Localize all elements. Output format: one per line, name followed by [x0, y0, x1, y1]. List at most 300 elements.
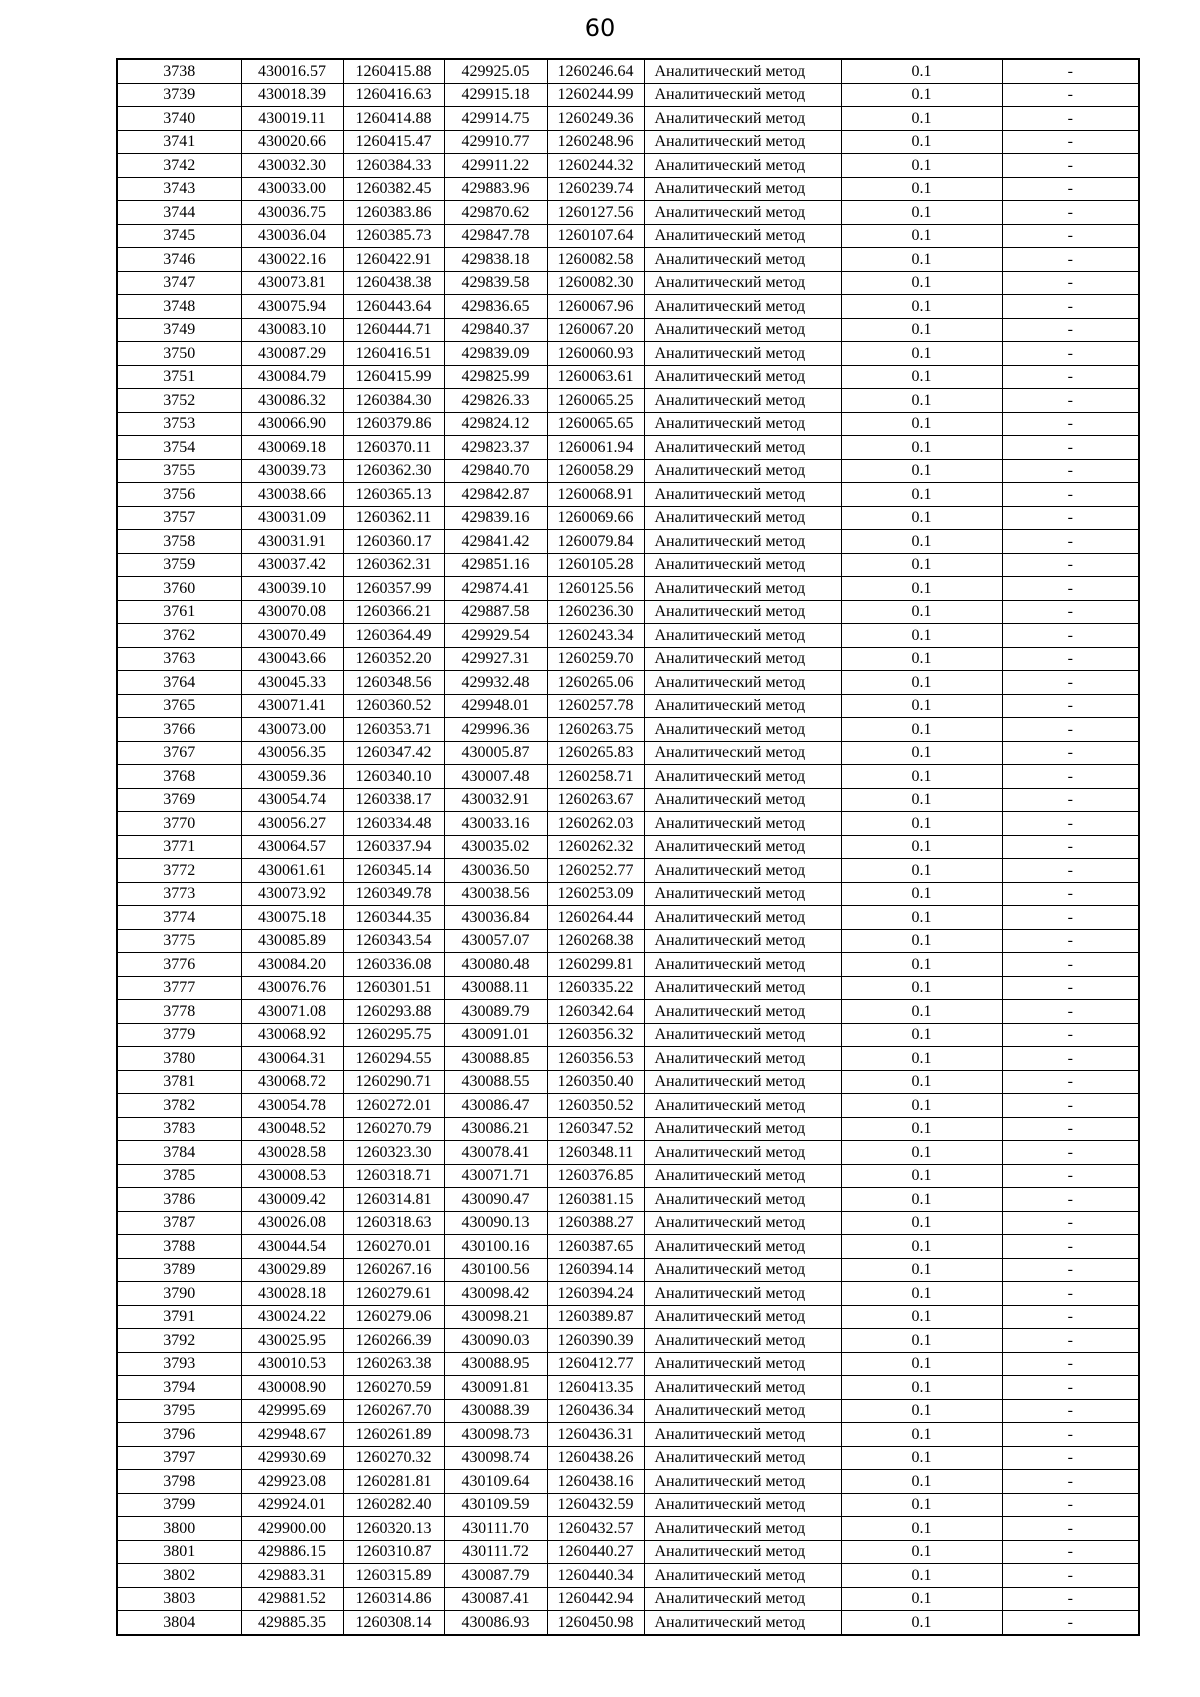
cell-accuracy: 0.1	[841, 741, 1002, 765]
table-row	[117, 318, 1139, 342]
cell-y1-coordinate: 1260261.89	[343, 1423, 444, 1447]
table-row	[117, 177, 1139, 201]
cell-note: -	[1002, 248, 1139, 272]
cell-note: -	[1002, 600, 1139, 624]
cell-y1-coordinate: 1260443.64	[343, 295, 444, 319]
cell-y1-coordinate: 1260270.79	[343, 1117, 444, 1141]
cell-y2-coordinate: 1260436.31	[547, 1423, 644, 1447]
cell-point-number: 3746	[117, 248, 241, 272]
cell-note: -	[1002, 154, 1139, 178]
cell-x2-coordinate: 429841.42	[444, 530, 547, 554]
cell-y2-coordinate: 1260082.30	[547, 271, 644, 295]
cell-y1-coordinate: 1260334.48	[343, 812, 444, 836]
cell-y2-coordinate: 1260060.93	[547, 342, 644, 366]
cell-accuracy: 0.1	[841, 647, 1002, 671]
cell-x2-coordinate: 429840.37	[444, 318, 547, 342]
cell-point-number: 3797	[117, 1446, 241, 1470]
cell-y1-coordinate: 1260362.31	[343, 553, 444, 577]
cell-x1-coordinate: 430043.66	[241, 647, 343, 671]
cell-point-number: 3742	[117, 154, 241, 178]
cell-y2-coordinate: 1260258.71	[547, 765, 644, 789]
cell-point-number: 3761	[117, 600, 241, 624]
cell-y2-coordinate: 1260105.28	[547, 553, 644, 577]
cell-y2-coordinate: 1260347.52	[547, 1117, 644, 1141]
cell-y2-coordinate: 1260412.77	[547, 1352, 644, 1376]
cell-y2-coordinate: 1260265.06	[547, 671, 644, 695]
cell-y2-coordinate: 1260262.32	[547, 835, 644, 859]
cell-note: -	[1002, 1282, 1139, 1306]
cell-note: -	[1002, 1329, 1139, 1353]
table-row	[117, 459, 1139, 483]
page-number: 60	[584, 14, 616, 42]
cell-y2-coordinate: 1260065.25	[547, 389, 644, 413]
cell-y1-coordinate: 1260357.99	[343, 577, 444, 601]
cell-x2-coordinate: 430088.95	[444, 1352, 547, 1376]
table-row	[117, 342, 1139, 366]
table-row	[117, 1517, 1139, 1541]
table-row	[117, 1141, 1139, 1165]
cell-x1-coordinate: 430009.42	[241, 1188, 343, 1212]
cell-note: -	[1002, 271, 1139, 295]
table-row	[117, 83, 1139, 107]
table-row	[117, 1470, 1139, 1494]
cell-method: Аналитический метод	[644, 624, 841, 648]
cell-x1-coordinate: 430054.74	[241, 788, 343, 812]
cell-accuracy: 0.1	[841, 483, 1002, 507]
cell-note: -	[1002, 459, 1139, 483]
cell-y1-coordinate: 1260279.61	[343, 1282, 444, 1306]
cell-point-number: 3755	[117, 459, 241, 483]
table-row	[117, 1587, 1139, 1611]
cell-accuracy: 0.1	[841, 436, 1002, 460]
cell-note: -	[1002, 835, 1139, 859]
cell-y1-coordinate: 1260349.78	[343, 882, 444, 906]
cell-point-number: 3769	[117, 788, 241, 812]
cell-accuracy: 0.1	[841, 248, 1002, 272]
cell-accuracy: 0.1	[841, 882, 1002, 906]
cell-accuracy: 0.1	[841, 906, 1002, 930]
cell-y1-coordinate: 1260360.52	[343, 694, 444, 718]
table-row	[117, 577, 1139, 601]
cell-point-number: 3787	[117, 1211, 241, 1235]
cell-x2-coordinate: 430086.21	[444, 1117, 547, 1141]
cell-x2-coordinate: 429887.58	[444, 600, 547, 624]
cell-y1-coordinate: 1260272.01	[343, 1094, 444, 1118]
cell-y1-coordinate: 1260416.51	[343, 342, 444, 366]
cell-y1-coordinate: 1260384.30	[343, 389, 444, 413]
cell-y1-coordinate: 1260270.01	[343, 1235, 444, 1259]
cell-note: -	[1002, 1047, 1139, 1071]
cell-accuracy: 0.1	[841, 953, 1002, 977]
cell-y1-coordinate: 1260320.13	[343, 1517, 444, 1541]
table-row	[117, 1446, 1139, 1470]
cell-point-number: 3772	[117, 859, 241, 883]
cell-note: -	[1002, 1540, 1139, 1564]
cell-y1-coordinate: 1260360.17	[343, 530, 444, 554]
cell-point-number: 3777	[117, 976, 241, 1000]
cell-x2-coordinate: 429851.16	[444, 553, 547, 577]
cell-x1-coordinate: 430016.57	[241, 59, 343, 83]
cell-y2-coordinate: 1260440.34	[547, 1564, 644, 1588]
cell-x2-coordinate: 429883.96	[444, 177, 547, 201]
cell-method: Аналитический метод	[644, 1564, 841, 1588]
cell-y2-coordinate: 1260265.83	[547, 741, 644, 765]
cell-point-number: 3776	[117, 953, 241, 977]
cell-x1-coordinate: 430036.75	[241, 201, 343, 225]
cell-y1-coordinate: 1260314.86	[343, 1587, 444, 1611]
cell-y2-coordinate: 1260239.74	[547, 177, 644, 201]
cell-x1-coordinate: 430068.72	[241, 1070, 343, 1094]
table-row	[117, 859, 1139, 883]
cell-y1-coordinate: 1260362.30	[343, 459, 444, 483]
cell-x2-coordinate: 429948.01	[444, 694, 547, 718]
cell-x1-coordinate: 430038.66	[241, 483, 343, 507]
cell-x1-coordinate: 430086.32	[241, 389, 343, 413]
cell-note: -	[1002, 1235, 1139, 1259]
cell-method: Аналитический метод	[644, 224, 841, 248]
cell-point-number: 3773	[117, 882, 241, 906]
table-row	[117, 1188, 1139, 1212]
cell-accuracy: 0.1	[841, 1446, 1002, 1470]
cell-point-number: 3765	[117, 694, 241, 718]
cell-accuracy: 0.1	[841, 859, 1002, 883]
cell-x1-coordinate: 430084.20	[241, 953, 343, 977]
cell-y1-coordinate: 1260383.86	[343, 201, 444, 225]
cell-point-number: 3745	[117, 224, 241, 248]
cell-y2-coordinate: 1260246.64	[547, 59, 644, 83]
cell-accuracy: 0.1	[841, 130, 1002, 154]
cell-point-number: 3741	[117, 130, 241, 154]
cell-point-number: 3752	[117, 389, 241, 413]
cell-x1-coordinate: 430036.04	[241, 224, 343, 248]
table-row	[117, 154, 1139, 178]
cell-point-number: 3781	[117, 1070, 241, 1094]
cell-x1-coordinate: 430066.90	[241, 412, 343, 436]
cell-method: Аналитический метод	[644, 1493, 841, 1517]
cell-x1-coordinate: 429995.69	[241, 1399, 343, 1423]
cell-x2-coordinate: 429929.54	[444, 624, 547, 648]
cell-x1-coordinate: 429886.15	[241, 1540, 343, 1564]
cell-x1-coordinate: 430076.76	[241, 976, 343, 1000]
cell-x1-coordinate: 430084.79	[241, 365, 343, 389]
cell-y2-coordinate: 1260068.91	[547, 483, 644, 507]
cell-point-number: 3779	[117, 1023, 241, 1047]
cell-y1-coordinate: 1260301.51	[343, 976, 444, 1000]
cell-accuracy: 0.1	[841, 530, 1002, 554]
cell-y1-coordinate: 1260270.32	[343, 1446, 444, 1470]
cell-point-number: 3757	[117, 506, 241, 530]
cell-point-number: 3751	[117, 365, 241, 389]
cell-y2-coordinate: 1260390.39	[547, 1329, 644, 1353]
cell-point-number: 3770	[117, 812, 241, 836]
table-row	[117, 1399, 1139, 1423]
cell-y2-coordinate: 1260262.03	[547, 812, 644, 836]
cell-note: -	[1002, 765, 1139, 789]
cell-y2-coordinate: 1260387.65	[547, 1235, 644, 1259]
cell-x2-coordinate: 429825.99	[444, 365, 547, 389]
cell-method: Аналитический метод	[644, 694, 841, 718]
table-row	[117, 1000, 1139, 1024]
table-row	[117, 1611, 1139, 1635]
cell-x1-coordinate: 430075.18	[241, 906, 343, 930]
cell-y1-coordinate: 1260336.08	[343, 953, 444, 977]
cell-y2-coordinate: 1260069.66	[547, 506, 644, 530]
table-row	[117, 201, 1139, 225]
cell-x2-coordinate: 430109.64	[444, 1470, 547, 1494]
cell-y1-coordinate: 1260365.13	[343, 483, 444, 507]
cell-point-number: 3750	[117, 342, 241, 366]
cell-note: -	[1002, 1094, 1139, 1118]
cell-y1-coordinate: 1260415.47	[343, 130, 444, 154]
cell-accuracy: 0.1	[841, 107, 1002, 131]
cell-y2-coordinate: 1260388.27	[547, 1211, 644, 1235]
table-row	[117, 1258, 1139, 1282]
cell-point-number: 3738	[117, 59, 241, 83]
cell-y1-coordinate: 1260415.88	[343, 59, 444, 83]
cell-x2-coordinate: 430100.16	[444, 1235, 547, 1259]
cell-y1-coordinate: 1260444.71	[343, 318, 444, 342]
cell-x1-coordinate: 430070.08	[241, 600, 343, 624]
cell-accuracy: 0.1	[841, 459, 1002, 483]
cell-x1-coordinate: 430028.18	[241, 1282, 343, 1306]
cell-x1-coordinate: 430029.89	[241, 1258, 343, 1282]
cell-x1-coordinate: 430071.08	[241, 1000, 343, 1024]
cell-note: -	[1002, 976, 1139, 1000]
cell-y2-coordinate: 1260248.96	[547, 130, 644, 154]
cell-x2-coordinate: 429874.41	[444, 577, 547, 601]
cell-note: -	[1002, 295, 1139, 319]
cell-note: -	[1002, 577, 1139, 601]
cell-note: -	[1002, 1446, 1139, 1470]
table-body	[117, 59, 1139, 1635]
cell-x1-coordinate: 430056.27	[241, 812, 343, 836]
cell-y2-coordinate: 1260263.75	[547, 718, 644, 742]
cell-x1-coordinate: 429924.01	[241, 1493, 343, 1517]
cell-note: -	[1002, 177, 1139, 201]
cell-accuracy: 0.1	[841, 389, 1002, 413]
cell-method: Аналитический метод	[644, 1258, 841, 1282]
cell-y2-coordinate: 1260350.40	[547, 1070, 644, 1094]
cell-point-number: 3782	[117, 1094, 241, 1118]
cell-note: -	[1002, 671, 1139, 695]
cell-y2-coordinate: 1260438.16	[547, 1470, 644, 1494]
cell-y2-coordinate: 1260063.61	[547, 365, 644, 389]
cell-x2-coordinate: 430036.50	[444, 859, 547, 883]
cell-method: Аналитический метод	[644, 1094, 841, 1118]
cell-method: Аналитический метод	[644, 671, 841, 695]
cell-x1-coordinate: 430075.94	[241, 295, 343, 319]
cell-point-number: 3768	[117, 765, 241, 789]
cell-note: -	[1002, 318, 1139, 342]
cell-y2-coordinate: 1260264.44	[547, 906, 644, 930]
cell-y1-coordinate: 1260348.56	[343, 671, 444, 695]
table-row	[117, 412, 1139, 436]
cell-x2-coordinate: 429823.37	[444, 436, 547, 460]
cell-x1-coordinate: 430022.16	[241, 248, 343, 272]
cell-note: -	[1002, 953, 1139, 977]
cell-method: Аналитический метод	[644, 1399, 841, 1423]
table-row	[117, 1376, 1139, 1400]
cell-point-number: 3783	[117, 1117, 241, 1141]
cell-note: -	[1002, 1188, 1139, 1212]
cell-note: -	[1002, 1305, 1139, 1329]
cell-note: -	[1002, 694, 1139, 718]
cell-method: Аналитический метод	[644, 1611, 841, 1635]
cell-y2-coordinate: 1260058.29	[547, 459, 644, 483]
cell-y2-coordinate: 1260268.38	[547, 929, 644, 953]
cell-y1-coordinate: 1260263.38	[343, 1352, 444, 1376]
cell-accuracy: 0.1	[841, 1352, 1002, 1376]
cell-y1-coordinate: 1260281.81	[343, 1470, 444, 1494]
cell-x2-coordinate: 429839.09	[444, 342, 547, 366]
cell-note: -	[1002, 929, 1139, 953]
cell-accuracy: 0.1	[841, 835, 1002, 859]
cell-note: -	[1002, 389, 1139, 413]
cell-y2-coordinate: 1260436.34	[547, 1399, 644, 1423]
table-row	[117, 647, 1139, 671]
cell-x1-coordinate: 430010.53	[241, 1352, 343, 1376]
cell-method: Аналитический метод	[644, 741, 841, 765]
cell-accuracy: 0.1	[841, 365, 1002, 389]
cell-y2-coordinate: 1260356.53	[547, 1047, 644, 1071]
table-row	[117, 953, 1139, 977]
cell-y1-coordinate: 1260366.21	[343, 600, 444, 624]
cell-x2-coordinate: 429996.36	[444, 718, 547, 742]
cell-note: -	[1002, 788, 1139, 812]
table-row	[117, 1564, 1139, 1588]
table-row	[117, 812, 1139, 836]
cell-method: Аналитический метод	[644, 295, 841, 319]
cell-y1-coordinate: 1260438.38	[343, 271, 444, 295]
cell-y2-coordinate: 1260065.65	[547, 412, 644, 436]
table-row	[117, 835, 1139, 859]
cell-point-number: 3743	[117, 177, 241, 201]
table-row	[117, 694, 1139, 718]
cell-x1-coordinate: 429948.67	[241, 1423, 343, 1447]
cell-note: -	[1002, 1564, 1139, 1588]
cell-y1-coordinate: 1260352.20	[343, 647, 444, 671]
cell-x2-coordinate: 430087.79	[444, 1564, 547, 1588]
cell-x2-coordinate: 429842.87	[444, 483, 547, 507]
cell-y2-coordinate: 1260067.96	[547, 295, 644, 319]
cell-x1-coordinate: 430083.10	[241, 318, 343, 342]
cell-x2-coordinate: 430033.16	[444, 812, 547, 836]
cell-note: -	[1002, 624, 1139, 648]
cell-y1-coordinate: 1260344.35	[343, 906, 444, 930]
cell-x2-coordinate: 430038.56	[444, 882, 547, 906]
cell-y2-coordinate: 1260079.84	[547, 530, 644, 554]
cell-accuracy: 0.1	[841, 624, 1002, 648]
cell-accuracy: 0.1	[841, 1493, 1002, 1517]
cell-note: -	[1002, 1211, 1139, 1235]
cell-y2-coordinate: 1260356.32	[547, 1023, 644, 1047]
cell-method: Аналитический метод	[644, 412, 841, 436]
cell-x2-coordinate: 430089.79	[444, 1000, 547, 1024]
cell-x2-coordinate: 429838.18	[444, 248, 547, 272]
cell-y1-coordinate: 1260308.14	[343, 1611, 444, 1635]
cell-y2-coordinate: 1260394.14	[547, 1258, 644, 1282]
cell-x2-coordinate: 430035.02	[444, 835, 547, 859]
cell-y2-coordinate: 1260249.36	[547, 107, 644, 131]
cell-y1-coordinate: 1260318.71	[343, 1164, 444, 1188]
cell-note: -	[1002, 1258, 1139, 1282]
cell-note: -	[1002, 1493, 1139, 1517]
table-row	[117, 224, 1139, 248]
table-row	[117, 718, 1139, 742]
cell-method: Аналитический метод	[644, 929, 841, 953]
cell-y2-coordinate: 1260394.24	[547, 1282, 644, 1306]
cell-accuracy: 0.1	[841, 1047, 1002, 1071]
cell-x1-coordinate: 430061.61	[241, 859, 343, 883]
cell-method: Аналитический метод	[644, 1540, 841, 1564]
cell-method: Аналитический метод	[644, 130, 841, 154]
cell-method: Аналитический метод	[644, 1141, 841, 1165]
cell-x2-coordinate: 430090.03	[444, 1329, 547, 1353]
cell-point-number: 3774	[117, 906, 241, 930]
cell-method: Аналитический метод	[644, 530, 841, 554]
table-row	[117, 1235, 1139, 1259]
cell-point-number: 3749	[117, 318, 241, 342]
cell-note: -	[1002, 718, 1139, 742]
cell-note: -	[1002, 412, 1139, 436]
cell-accuracy: 0.1	[841, 1587, 1002, 1611]
cell-note: -	[1002, 553, 1139, 577]
cell-y1-coordinate: 1260323.30	[343, 1141, 444, 1165]
cell-x1-coordinate: 430028.58	[241, 1141, 343, 1165]
cell-method: Аналитический метод	[644, 1070, 841, 1094]
table-row	[117, 1117, 1139, 1141]
cell-x2-coordinate: 430091.01	[444, 1023, 547, 1047]
cell-method: Аналитический метод	[644, 976, 841, 1000]
cell-accuracy: 0.1	[841, 342, 1002, 366]
cell-point-number: 3788	[117, 1235, 241, 1259]
cell-y2-coordinate: 1260125.56	[547, 577, 644, 601]
cell-x1-coordinate: 429923.08	[241, 1470, 343, 1494]
cell-point-number: 3802	[117, 1564, 241, 1588]
cell-x2-coordinate: 430109.59	[444, 1493, 547, 1517]
cell-y2-coordinate: 1260376.85	[547, 1164, 644, 1188]
cell-point-number: 3764	[117, 671, 241, 695]
cell-point-number: 3778	[117, 1000, 241, 1024]
cell-x2-coordinate: 429932.48	[444, 671, 547, 695]
cell-method: Аналитический метод	[644, 1376, 841, 1400]
cell-x2-coordinate: 430090.47	[444, 1188, 547, 1212]
cell-accuracy: 0.1	[841, 1117, 1002, 1141]
cell-note: -	[1002, 530, 1139, 554]
cell-accuracy: 0.1	[841, 506, 1002, 530]
table-row	[117, 1211, 1139, 1235]
cell-accuracy: 0.1	[841, 1399, 1002, 1423]
cell-method: Аналитический метод	[644, 342, 841, 366]
cell-accuracy: 0.1	[841, 1329, 1002, 1353]
cell-x2-coordinate: 430088.55	[444, 1070, 547, 1094]
cell-method: Аналитический метод	[644, 459, 841, 483]
cell-point-number: 3756	[117, 483, 241, 507]
cell-note: -	[1002, 59, 1139, 83]
cell-accuracy: 0.1	[841, 83, 1002, 107]
cell-point-number: 3759	[117, 553, 241, 577]
cell-method: Аналитический метод	[644, 1000, 841, 1024]
cell-x1-coordinate: 430039.10	[241, 577, 343, 601]
cell-x1-coordinate: 430008.90	[241, 1376, 343, 1400]
cell-x2-coordinate: 430086.93	[444, 1611, 547, 1635]
cell-x2-coordinate: 430088.85	[444, 1047, 547, 1071]
table-row	[117, 483, 1139, 507]
cell-y2-coordinate: 1260243.34	[547, 624, 644, 648]
cell-point-number: 3763	[117, 647, 241, 671]
cell-x1-coordinate: 430087.29	[241, 342, 343, 366]
cell-y1-coordinate: 1260362.11	[343, 506, 444, 530]
